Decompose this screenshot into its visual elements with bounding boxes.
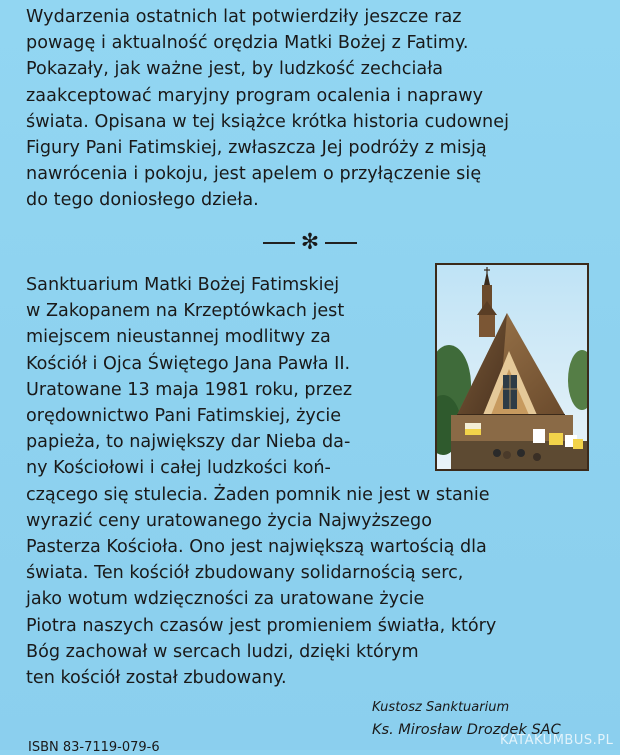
signature-name: Ks. Mirosław Drozdek SAC — [372, 722, 561, 738]
intro-line: do tego doniosłego dzieła. — [26, 190, 259, 211]
body-line: miejscem nieustannej modlitwy za — [26, 327, 331, 348]
body-line: czącego się stulecia. Żaden pomnik nie jest w stanie — [26, 484, 490, 505]
intro-paragraph — [26, 4, 616, 214]
body-line: ny Kościołowi i całej ludzkości koń- — [26, 458, 331, 479]
intro-line: świata. Opisana w tej książce krótka historia cudownej — [26, 111, 510, 132]
body-line: Uratowane 13 maja 1981 roku, przez — [26, 379, 353, 400]
body-line: Piotra naszych czasów jest promieniem światła, który — [26, 615, 497, 636]
body-line: Sanktuarium Matki Bożej Fatimskiej — [26, 275, 340, 295]
body-line: papieża, to największy dar Nieba da- — [26, 432, 351, 453]
intro-line: nawrócenia i pokoju, jest apelem o przyłączenie się — [26, 164, 482, 185]
intro-line: Pokazały, jak ważne jest, by ludzkość zechciała — [26, 59, 444, 80]
body-line: Pasterza Kościoła. Ono jest największą wartością dla — [26, 537, 487, 558]
section-divider — [0, 231, 620, 255]
body-line: jako wotum wdzięczności za uratowane życie — [26, 589, 425, 610]
divider-dash-right — [325, 242, 357, 244]
sanctuary-paragraph — [26, 272, 586, 691]
intro-line: powagę i aktualność orędzia Matki Bożej z Fatimy. — [26, 33, 469, 54]
body-line: wyrazić ceny uratowanego życia Najwyższego — [26, 510, 432, 531]
isbn-number: ISBN 83-7119-079-6 — [28, 740, 160, 755]
watermark: KATAKUMBUS.PL — [500, 733, 614, 748]
intro-line: zaakceptować maryjny program ocalenia i naprawy — [26, 85, 484, 106]
body-line: świata. Ten kościół zbudowany solidarnością serc, — [26, 563, 464, 584]
divider-dash-left — [263, 242, 295, 244]
asterisk-icon: ✻ — [300, 230, 320, 255]
body-line: orędownictwo Pani Fatimskiej, życie — [26, 406, 342, 427]
body-line: Kościół i Ojca Świętego Jana Pawła II. — [26, 353, 351, 374]
body-line: w Zakopanem na Krzeptówkach jest — [26, 301, 345, 322]
body-line: ten kościół został zbudowany. — [26, 668, 287, 689]
intro-line: Wydarzenia ostatnich lat potwierdziły jeszcze raz — [26, 7, 462, 27]
signature-role: Kustosz Sanktuarium — [372, 700, 510, 715]
intro-line: Figury Pani Fatimskiej, zwłaszcza Jej podróży z misją — [26, 138, 487, 159]
body-line: Bóg zachował w sercach ludzi, dzięki którym — [26, 641, 419, 662]
